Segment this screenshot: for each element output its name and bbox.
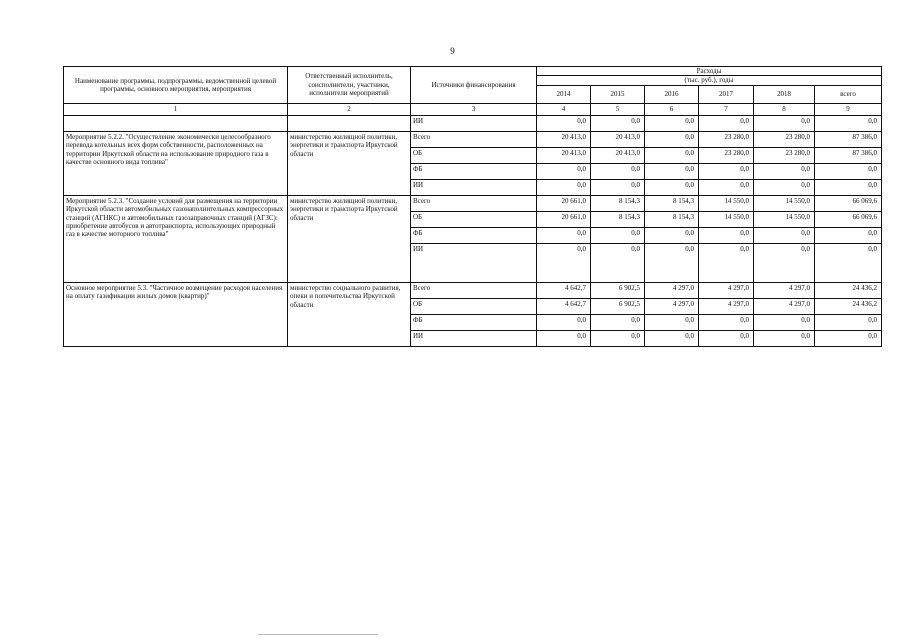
value-cell: 0,0 — [591, 243, 645, 282]
value-cell: 20 413,0 — [591, 147, 645, 163]
value-cell: 14 550,0 — [699, 195, 754, 211]
measure-name: Мероприятие 5.2.3. "Создание условий для размещения на территории Иркутской области автомобильных газонаполнительных компрессорных станций (АГНКС) и автомобильных газозаправочных станций (АГЗС): приобретение автобусов и автотранспорта, использующих природный газ в качестве моторного топлива" — [64, 195, 288, 282]
executor-name: министерство жилищной политики, энергетики и транспорта Иркутской области — [288, 195, 411, 282]
value-cell: 8 154,3 — [645, 195, 699, 211]
column-number: 5 — [591, 103, 645, 115]
budget-table — [63, 66, 882, 347]
value-cell: 4 297,0 — [754, 282, 815, 298]
value-cell: 0,0 — [591, 179, 645, 195]
value-cell: 0,0 — [645, 147, 699, 163]
value-cell: 20 661,0 — [537, 211, 591, 227]
value-cell: 0,0 — [591, 115, 645, 131]
value-cell: 23 280,0 — [699, 147, 754, 163]
source-cell: ИИ — [411, 179, 537, 195]
value-cell: 20 413,0 — [537, 131, 591, 147]
header-name: Наименование программы, подпрограммы, ведомственной целевой программы, основного мероприятия, мероприятия — [64, 67, 288, 104]
table-row — [64, 115, 882, 131]
value-cell: 24 436,2 — [815, 282, 882, 298]
value-cell: 14 550,0 — [699, 211, 754, 227]
value-cell: 0,0 — [699, 330, 754, 346]
source-cell: ИИ — [411, 330, 537, 346]
source-cell: ФБ — [411, 314, 537, 330]
value-cell: 23 280,0 — [754, 131, 815, 147]
value-cell: 0,0 — [645, 314, 699, 330]
column-number: 4 — [537, 103, 591, 115]
value-cell: 0,0 — [815, 163, 882, 179]
value-cell: 0,0 — [537, 243, 591, 282]
value-cell: 4 642,7 — [537, 282, 591, 298]
year-2015: 2015 — [591, 85, 645, 103]
value-cell: 87 386,0 — [815, 131, 882, 147]
year-2018: 2018 — [754, 85, 815, 103]
value-cell: 0,0 — [815, 330, 882, 346]
value-cell: 0,0 — [537, 163, 591, 179]
source-cell: ФБ — [411, 163, 537, 179]
column-number-row — [64, 103, 882, 115]
column-number: 2 — [288, 103, 411, 115]
value-cell: 4 297,0 — [645, 282, 699, 298]
value-cell: 24 436,2 — [815, 298, 882, 314]
source-cell: ОБ — [411, 211, 537, 227]
value-cell: 23 280,0 — [699, 131, 754, 147]
value-cell: 0,0 — [699, 179, 754, 195]
header-units: (тыс. руб.), годы — [537, 76, 882, 85]
column-number: 8 — [754, 103, 815, 115]
value-cell: 0,0 — [815, 314, 882, 330]
value-cell: 0,0 — [815, 115, 882, 131]
value-cell: 0,0 — [699, 163, 754, 179]
value-cell: 6 902,5 — [591, 282, 645, 298]
value-cell: 0,0 — [754, 115, 815, 131]
year-total: всего — [815, 85, 882, 103]
value-cell: 0,0 — [645, 115, 699, 131]
value-cell: 0,0 — [645, 330, 699, 346]
value-cell: 4 642,7 — [537, 298, 591, 314]
value-cell: 20 661,0 — [537, 195, 591, 211]
column-number: 9 — [815, 103, 882, 115]
header-sources: Источники финансирования — [411, 67, 537, 104]
value-cell: 8 154,3 — [591, 211, 645, 227]
value-cell: 0,0 — [815, 179, 882, 195]
value-cell: 0,0 — [754, 179, 815, 195]
source-cell: ИИ — [411, 115, 537, 131]
source-cell: ИИ — [411, 243, 537, 282]
header-expenses: Расходы — [537, 67, 882, 76]
value-cell: 0,0 — [815, 243, 882, 282]
value-cell: 0,0 — [645, 227, 699, 243]
value-cell: 0,0 — [699, 243, 754, 282]
empty-cell — [64, 115, 288, 131]
column-number: 1 — [64, 103, 288, 115]
value-cell: 0,0 — [699, 227, 754, 243]
value-cell: 0,0 — [537, 314, 591, 330]
value-cell: 0,0 — [699, 115, 754, 131]
source-cell: ФБ — [411, 227, 537, 243]
source-cell: ОБ — [411, 298, 537, 314]
column-number: 3 — [411, 103, 537, 115]
year-2014: 2014 — [537, 85, 591, 103]
value-cell: 4 297,0 — [645, 298, 699, 314]
measure-name: Мероприятие 5.2.2. "Осуществление экономически целесообразного перевода котельных всех форм собственности, расположенных на территории Иркутской области на использование природного газа в качестве основного вида топлива" — [64, 131, 288, 195]
source-cell: ОБ — [411, 147, 537, 163]
value-cell: 0,0 — [754, 227, 815, 243]
value-cell: 4 297,0 — [699, 282, 754, 298]
value-cell: 0,0 — [815, 227, 882, 243]
page-number: 9 — [450, 46, 455, 56]
value-cell: 0,0 — [537, 227, 591, 243]
table-row — [64, 195, 882, 211]
empty-cell — [288, 115, 411, 131]
value-cell: 66 069,6 — [815, 211, 882, 227]
value-cell: 0,0 — [591, 314, 645, 330]
table-row — [64, 282, 882, 298]
value-cell: 14 550,0 — [754, 195, 815, 211]
value-cell: 0,0 — [537, 330, 591, 346]
value-cell: 4 297,0 — [754, 298, 815, 314]
value-cell: 0,0 — [645, 131, 699, 147]
scan-artifact-line — [258, 634, 378, 636]
value-cell: 8 154,3 — [591, 195, 645, 211]
value-cell: 0,0 — [699, 314, 754, 330]
value-cell: 0,0 — [591, 330, 645, 346]
value-cell: 0,0 — [754, 330, 815, 346]
source-cell: Всего — [411, 131, 537, 147]
value-cell: 0,0 — [754, 243, 815, 282]
measure-name: Основное мероприятие 5.3. "Частичное возмещение расходов населения на оплату газификации жилых домов (квартир)" — [64, 282, 288, 346]
table-row — [64, 131, 882, 147]
value-cell: 20 413,0 — [537, 147, 591, 163]
executor-name: министерство социального развития, опеки и попечительства Иркутской области — [288, 282, 411, 346]
header-row-expenses — [64, 67, 882, 76]
value-cell: 20 413,0 — [591, 131, 645, 147]
value-cell: 0,0 — [537, 179, 591, 195]
value-cell: 8 154,3 — [645, 211, 699, 227]
value-cell: 23 280,0 — [754, 147, 815, 163]
value-cell: 0,0 — [754, 163, 815, 179]
executor-name: министерство жилищной политики, энергетики и транспорта Иркутской области — [288, 131, 411, 195]
value-cell: 0,0 — [591, 227, 645, 243]
value-cell: 0,0 — [754, 314, 815, 330]
header-executor: Ответственный исполнитель, соисполнители, участники, исполнители мероприятий — [288, 67, 411, 104]
source-cell: Всего — [411, 282, 537, 298]
source-cell: Всего — [411, 195, 537, 211]
value-cell: 0,0 — [645, 163, 699, 179]
year-2017: 2017 — [699, 85, 754, 103]
value-cell: 66 069,6 — [815, 195, 882, 211]
value-cell: 4 297,0 — [699, 298, 754, 314]
value-cell: 14 550,0 — [754, 211, 815, 227]
value-cell: 0,0 — [537, 115, 591, 131]
value-cell: 0,0 — [591, 163, 645, 179]
value-cell: 6 902,5 — [591, 298, 645, 314]
value-cell: 87 386,0 — [815, 147, 882, 163]
year-2016: 2016 — [645, 85, 699, 103]
column-number: 7 — [699, 103, 754, 115]
column-number: 6 — [645, 103, 699, 115]
value-cell: 0,0 — [645, 243, 699, 282]
value-cell: 0,0 — [645, 179, 699, 195]
